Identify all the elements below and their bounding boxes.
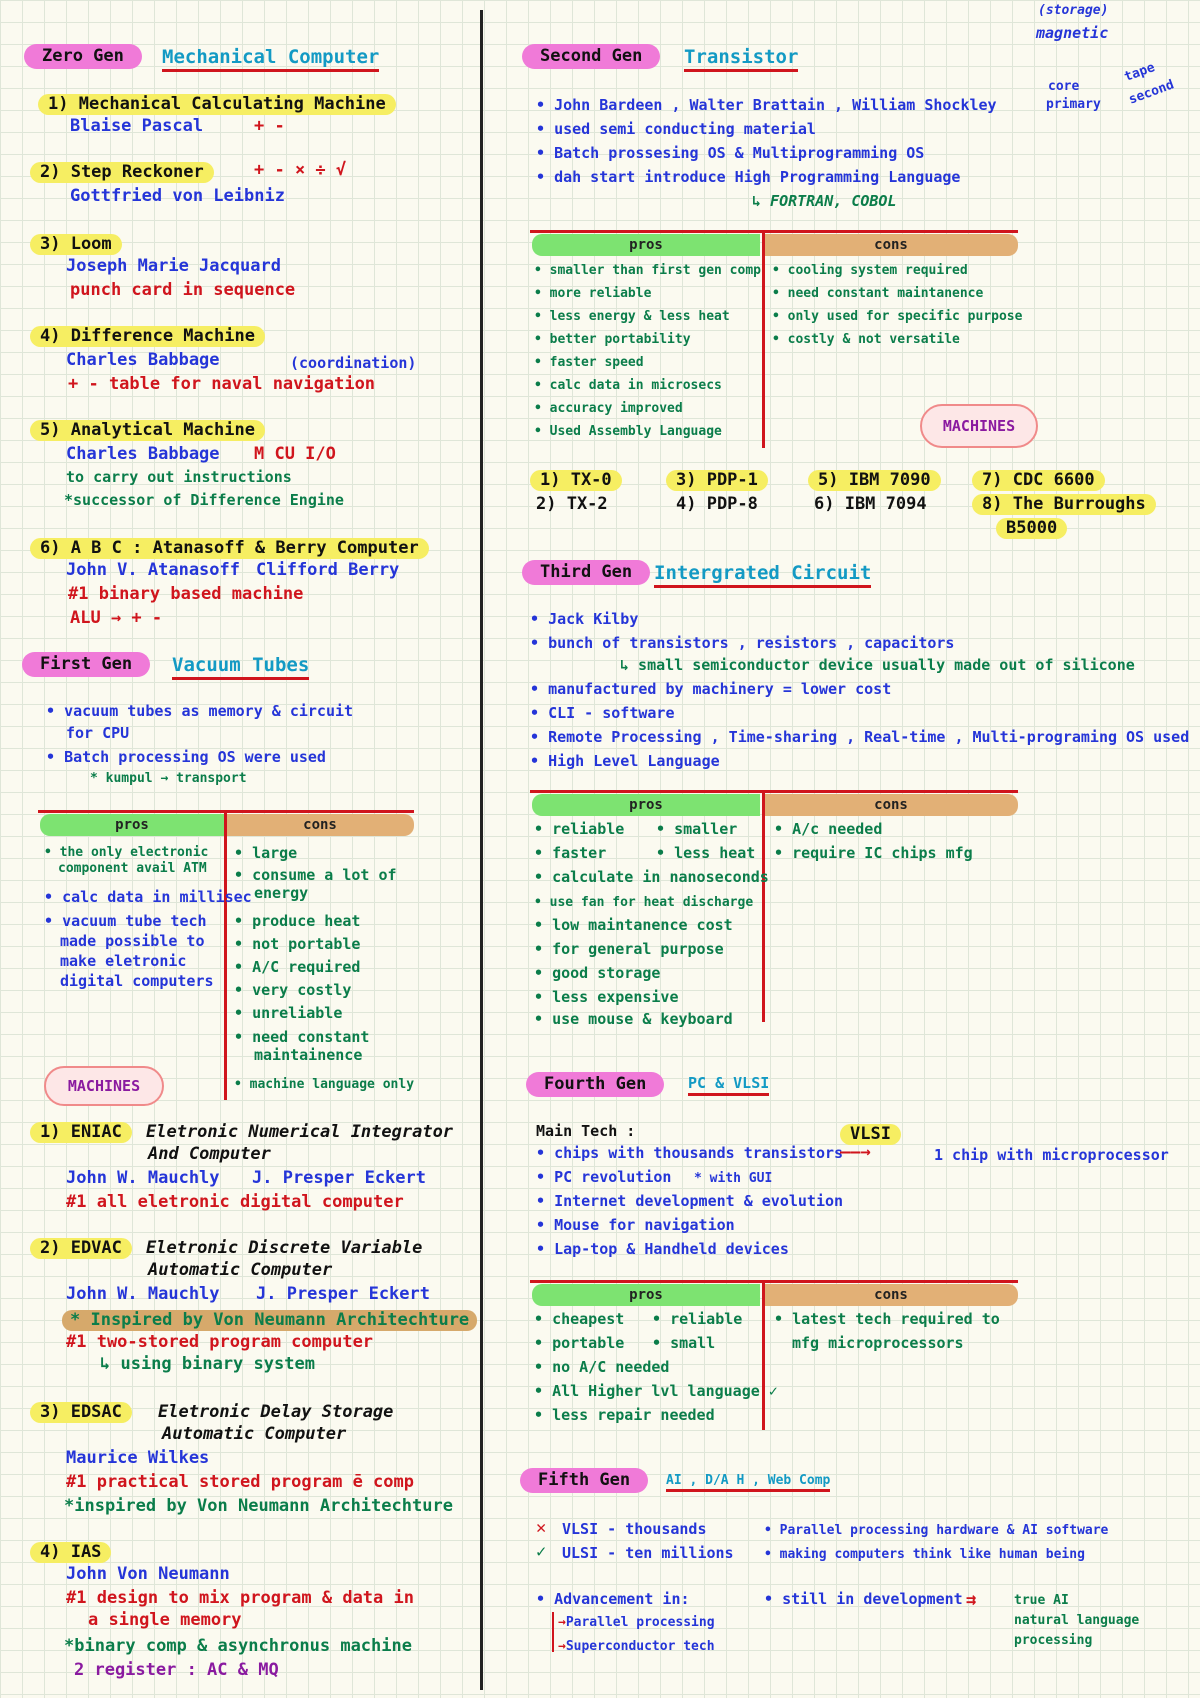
- sg-con-2: • need constant maintanence: [772, 286, 984, 301]
- fog-main-tech: Main Tech :: [536, 1122, 636, 1140]
- fifth-right-1: • Parallel processing hardware & AI software: [764, 1523, 1109, 1538]
- tg-pro-4: • for general purpose: [534, 940, 724, 958]
- tg-pro-1: • calculate in nanoseconds: [534, 868, 769, 886]
- fg-pro-3-cont-2: make eletronic: [60, 952, 187, 970]
- fourth-gen-title: PC & VLSI: [688, 1076, 769, 1096]
- tg-bullet-4: • CLI - software: [530, 704, 675, 722]
- fog-vlsi-label: VLSI: [840, 1124, 901, 1145]
- note-storage: (storage): [1038, 3, 1109, 18]
- fifth-gen-badge: Fifth Gen: [520, 1468, 648, 1493]
- sg-pro-6: • calc data in microsecs: [534, 378, 722, 393]
- first-gen-title: Vacuum Tubes: [172, 656, 309, 680]
- fg-con-3: • produce heat: [234, 912, 361, 930]
- center-divider: [480, 10, 483, 1690]
- tg-bullet-1: • Jack Kilby: [530, 610, 639, 628]
- fg-bullet-1-cont: for CPU: [66, 724, 130, 742]
- fog-con-1-cont: mfg microprocessors: [792, 1334, 964, 1352]
- fg-pro-2: • calc data in millisec: [44, 888, 252, 906]
- edvac-note: #1 two-stored program computer: [66, 1332, 374, 1352]
- fog-bullet-2-note: * with GUI: [694, 1171, 773, 1186]
- fg-table-divider: [224, 810, 227, 1100]
- ias-person: John Von Neumann: [66, 1564, 230, 1584]
- fg-con-2: • consume a lot of: [234, 866, 397, 884]
- tg-pros-header: pros: [532, 794, 760, 816]
- edvac-person-1: John W. Mauchly: [66, 1284, 220, 1304]
- fifth-x-mark: ✕: [536, 1518, 547, 1538]
- ias-note-b: a single memory: [88, 1610, 242, 1630]
- sg-con-1: • cooling system required: [772, 263, 968, 278]
- fog-bullet-4: • Mouse for navigation: [536, 1216, 735, 1234]
- zg-item-5-heading: 5) Analytical Machine: [30, 420, 265, 441]
- sg-machine-2: 2) TX-2: [536, 494, 608, 514]
- fifth-vlsi-line: VLSI - thousands: [562, 1520, 707, 1538]
- sg-machine-8: 8) The Burroughs: [972, 494, 1156, 515]
- tg-bullet-2-sub: ↳ small semiconductor device usually made out of silicone: [620, 656, 1135, 674]
- fog-pro-3: • less repair needed: [534, 1406, 715, 1424]
- fifth-adv-bracket: [552, 1612, 554, 1652]
- edsac-note: #1 practical stored program ē comp: [66, 1472, 414, 1492]
- zg-item-4-aside: (coordination): [290, 354, 417, 372]
- second-gen-badge: Second Gen: [522, 44, 660, 69]
- note-primary: primary: [1046, 97, 1101, 112]
- fg-cons-header: cons: [226, 814, 414, 836]
- tg-bullet-5: • Remote Processing , Time-sharing , Real-time , Multi-programing OS used: [530, 728, 1190, 746]
- edsac-note-2: *inspired by Von Neumann Architechture: [64, 1496, 453, 1516]
- note-core: core: [1048, 79, 1080, 94]
- sg-machine-7: 7) CDC 6600: [972, 470, 1105, 491]
- fg-pro-1-cont: component avail ATM: [58, 861, 207, 876]
- fg-pro-1: • the only electronic: [44, 845, 209, 860]
- sg-pro-3: • less energy & less heat: [534, 309, 730, 324]
- fifth-ai-1: true AI: [1014, 1593, 1069, 1608]
- fifth-check-mark: ✓: [536, 1542, 547, 1562]
- edvac-full-1: Eletronic Discrete Variable: [146, 1238, 423, 1258]
- fifth-dev: • still in development: [764, 1590, 963, 1608]
- tg-pro-3: • low maintanence cost: [534, 916, 733, 934]
- sg-machine-5: 5) IBM 7090: [808, 470, 941, 491]
- fg-bullet-1: • vacuum tubes as memory & circuit: [46, 702, 354, 720]
- edsac-full-1: Eletronic Delay Storage: [158, 1402, 394, 1422]
- sg-bullet-3: • Batch prossesing OS & Multiprogramming OS: [536, 144, 925, 162]
- fog-table-divider: [762, 1280, 765, 1430]
- fog-bullet-3: • Internet development & evolution: [536, 1192, 844, 1210]
- tg-pro-b-2: • less heat: [656, 844, 756, 862]
- fg-pro-3-cont-3: digital computers: [60, 972, 214, 990]
- zg-item-4-person: Charles Babbage: [66, 350, 220, 370]
- edvac-person-2: J. Presper Eckert: [256, 1284, 430, 1304]
- fog-bullet-5: • Lap-top & Handheld devices: [536, 1240, 789, 1258]
- sg-pro-2: • more reliable: [534, 286, 652, 301]
- fifth-right-2: • making computers think like human being: [764, 1547, 1085, 1562]
- note-magnetic: magnetic: [1036, 24, 1109, 42]
- edsac-full-2: Automatic Computer: [162, 1424, 347, 1444]
- edvac-heading: 2) EDVAC: [30, 1238, 132, 1259]
- zg-item-6-note: #1 binary based machine: [68, 584, 304, 604]
- fog-con-1: • latest tech required to: [774, 1310, 1000, 1328]
- second-gen-title: Transistor: [684, 48, 798, 72]
- fg-machines-cloud: MACHINES: [44, 1066, 164, 1106]
- fg-pro-3: • vacuum tube tech: [44, 912, 207, 930]
- sg-machine-3: 3) PDP-1: [666, 470, 768, 491]
- fg-bullet-2: • Batch processing OS were used: [46, 748, 326, 766]
- fifth-advancement: • Advancement in:: [536, 1590, 690, 1608]
- sg-table-divider: [762, 230, 765, 448]
- sg-con-4: • costly & not versatile: [772, 332, 960, 347]
- eniac-person-1: John W. Mauchly: [66, 1168, 220, 1188]
- tg-pro-a-1: • reliable: [534, 820, 625, 838]
- zg-item-4-heading: 4) Difference Machine: [30, 326, 265, 347]
- fg-pro-3-cont-1: made possible to: [60, 932, 205, 950]
- zg-item-1-ops: + -: [254, 116, 285, 136]
- fog-pro-a-2: • portable: [534, 1334, 625, 1352]
- ias-note-2: *binary comp & asynchronus machine: [64, 1636, 412, 1656]
- fog-chip: 1 chip with microprocessor: [934, 1146, 1169, 1164]
- fifth-gen-title: AI , D/A H , Web Comp: [666, 1474, 830, 1492]
- sg-machine-1: 1) TX-0: [530, 470, 622, 491]
- fog-pro-b-2: • small: [652, 1334, 716, 1352]
- sg-bullet-1: • John Bardeen , Walter Brattain , William Shockley: [536, 96, 997, 114]
- eniac-note: #1 all eletronic digital computer: [66, 1192, 404, 1212]
- fifth-ulsi-line: ULSI - ten millions: [562, 1544, 734, 1562]
- third-gen-badge: Third Gen: [522, 560, 650, 585]
- fifth-adv-1: →Parallel processing: [558, 1615, 715, 1630]
- zero-gen-badge: Zero Gen: [24, 44, 142, 69]
- zg-item-5-line1: to carry out instructions: [66, 468, 292, 486]
- fg-con-5: • A/C required: [234, 958, 361, 976]
- tg-cons-header: cons: [764, 794, 1018, 816]
- tg-table-top-line: [530, 790, 1018, 793]
- fourth-gen-badge: Fourth Gen: [526, 1072, 664, 1097]
- zg-item-5-person: Charles Babbage: [66, 444, 220, 464]
- eniac-heading: 1) ENIAC: [30, 1122, 132, 1143]
- fog-table-top-line: [530, 1280, 1018, 1283]
- sg-bullet-4: • dah start introduce High Programming Language: [536, 168, 961, 186]
- note-second: second: [1126, 77, 1177, 108]
- sg-bullet-2: • used semi conducting material: [536, 120, 816, 138]
- zg-item-2-heading: 2) Step Reckoner: [30, 162, 214, 183]
- fg-con-7: • unreliable: [234, 1004, 343, 1022]
- sg-pro-7: • accuracy improved: [534, 401, 683, 416]
- sg-pro-5: • faster speed: [534, 355, 644, 370]
- tg-bullet-3: • manufactured by machinery = lower cost: [530, 680, 892, 698]
- sg-pros-header: pros: [532, 234, 760, 256]
- sg-languages: ↳ FORTRAN, COBOL: [752, 192, 897, 210]
- eniac-person-2: J. Presper Eckert: [252, 1168, 426, 1188]
- tg-pro-b-1: • smaller: [656, 820, 738, 838]
- fog-pros-header: pros: [532, 1284, 760, 1306]
- eniac-full-1: Eletronic Numerical Integrator: [146, 1122, 454, 1142]
- tg-pro-6: • less expensive: [534, 988, 679, 1006]
- fog-pro-a-1: • cheapest: [534, 1310, 625, 1328]
- tg-table-divider: [762, 790, 765, 1022]
- fifth-adv-2: →Superconductor tech: [558, 1639, 715, 1654]
- fg-con-1: • large: [234, 844, 298, 862]
- tg-pro-2: • use fan for heat discharge: [534, 895, 754, 910]
- sg-table-top-line: [530, 230, 1018, 233]
- first-gen-badge: First Gen: [22, 652, 150, 677]
- tg-pro-7: • use mouse & keyboard: [534, 1010, 733, 1028]
- fog-bullet-2: • PC revolution: [536, 1168, 672, 1186]
- fg-con-2-cont: energy: [254, 884, 309, 902]
- ias-note: #1 design to mix program & data in: [66, 1588, 414, 1608]
- zg-item-6-heading: 6) A B C : Atanasoff & Berry Computer: [30, 538, 429, 559]
- fg-con-6: • very costly: [234, 981, 352, 999]
- zg-item-6-person-2: Clifford Berry: [256, 560, 400, 580]
- sg-machine-4: 4) PDP-8: [676, 494, 758, 514]
- zg-item-6-note-2: ALU → + -: [70, 608, 163, 628]
- tg-bullet-6: • High Level Language: [530, 752, 720, 770]
- fog-pro-2: • All Higher lvl language ✓: [534, 1382, 778, 1400]
- fg-bullet-2-note: * kumpul → transport: [90, 771, 247, 786]
- sg-machines-cloud: MACHINES: [920, 404, 1038, 448]
- sg-machine-6: 6) IBM 7094: [814, 494, 927, 514]
- zg-item-3-heading: 3) Loom: [30, 234, 122, 255]
- ias-note-3: 2 register : AC & MQ: [74, 1660, 279, 1680]
- fog-bullet-1: • chips with thousands transistors: [536, 1144, 844, 1162]
- edsac-heading: 3) EDSAC: [30, 1402, 132, 1423]
- tg-con-1: • A/c needed: [774, 820, 883, 838]
- tg-bullet-2: • bunch of transistors , resistors , capacitors: [530, 634, 955, 652]
- zg-item-6-person-1: John V. Atanasoff: [66, 560, 240, 580]
- eniac-full-2: And Computer: [148, 1144, 271, 1164]
- tg-pro-5: • good storage: [534, 964, 661, 982]
- fifth-dev-arrow: ⇉: [966, 1590, 977, 1610]
- sg-pro-4: • better portability: [534, 332, 691, 347]
- edvac-note-2: ↳ using binary system: [100, 1354, 315, 1374]
- fg-pros-header: pros: [40, 814, 224, 836]
- zero-gen-title: Mechanical Computer: [162, 48, 379, 72]
- sg-cons-header: cons: [764, 234, 1018, 256]
- fg-con-4: • not portable: [234, 935, 361, 953]
- tg-pro-a-2: • faster: [534, 844, 607, 862]
- fog-pro-b-1: • reliable: [652, 1310, 743, 1328]
- zg-item-2-person: Gottfried von Leibniz: [70, 186, 285, 206]
- sg-machine-8-cont: B5000: [996, 518, 1067, 539]
- zg-item-2-ops: + - × ÷ √: [254, 160, 347, 180]
- fifth-ai-2: natural language: [1014, 1613, 1140, 1628]
- fifth-ai-3: processing: [1014, 1633, 1093, 1648]
- edsac-person: Maurice Wilkes: [66, 1448, 210, 1468]
- fg-con-8-cont: maintainence: [254, 1046, 363, 1064]
- fog-pro-1: • no A/C needed: [534, 1358, 670, 1376]
- zg-item-3-note: punch card in sequence: [70, 280, 296, 300]
- fg-con-8: • need constant: [234, 1028, 370, 1046]
- ias-heading: 4) IAS: [30, 1542, 111, 1563]
- third-gen-title: Intergrated Circuit: [654, 564, 871, 588]
- zg-item-1-person: Blaise Pascal: [70, 116, 204, 136]
- fg-con-9: • machine language only: [234, 1077, 415, 1092]
- fog-arrow: ——→: [840, 1142, 871, 1162]
- sg-pro-1: • smaller than first gen comp: [534, 263, 761, 278]
- zg-item-1-heading: 1) Mechanical Calculating Machine: [38, 94, 396, 115]
- zg-item-5-line2: *successor of Difference Engine: [64, 491, 344, 509]
- sg-con-3: • only used for specific purpose: [772, 309, 1023, 324]
- sg-pro-8: • Used Assembly Language: [534, 424, 722, 439]
- zg-item-3-person: Joseph Marie Jacquard: [66, 256, 281, 276]
- zg-item-5-aside: M CU I/O: [254, 444, 336, 464]
- fog-cons-header: cons: [764, 1284, 1018, 1306]
- note-tape: tape: [1122, 60, 1157, 85]
- tg-con-2: • require IC chips mfg: [774, 844, 973, 862]
- edvac-highlight: * Inspired by Von Neumann Architechture: [62, 1310, 477, 1331]
- edvac-full-2: Automatic Computer: [148, 1260, 333, 1280]
- zg-item-4-note: + - table for naval navigation: [68, 374, 376, 394]
